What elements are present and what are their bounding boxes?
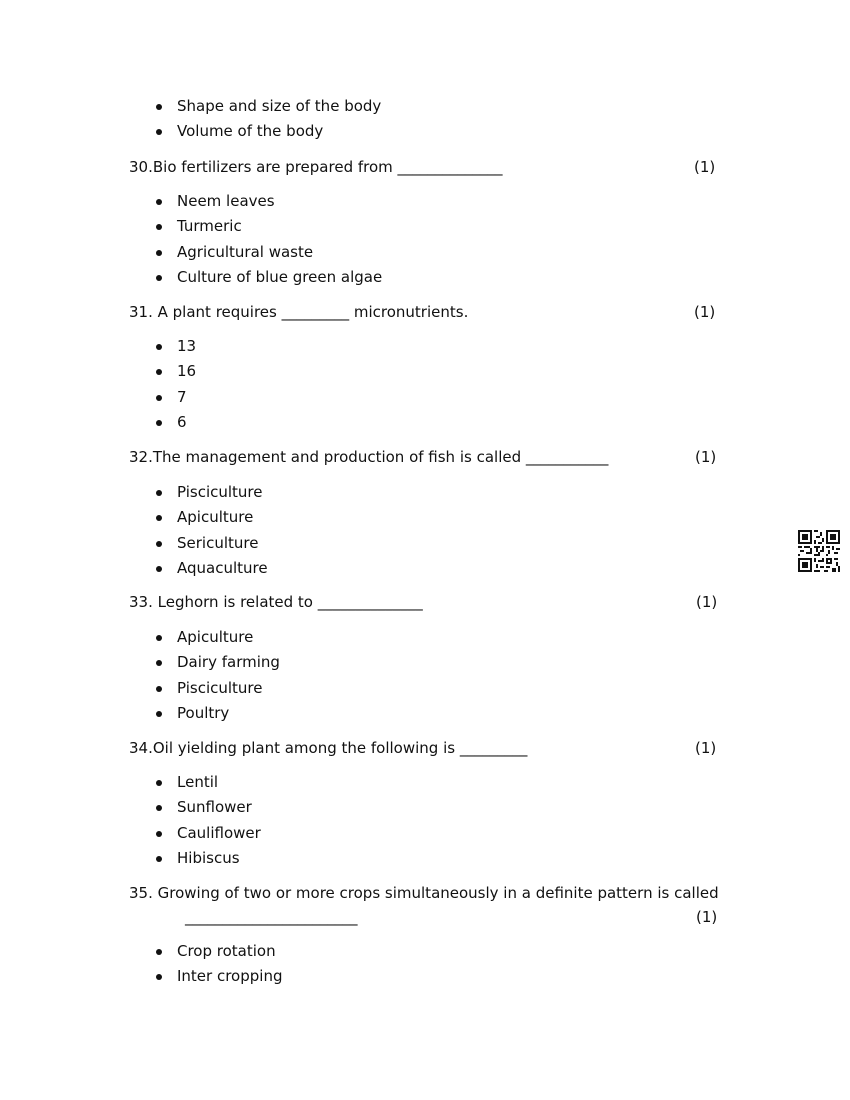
option-item: 6 bbox=[155, 412, 196, 437]
option-item: Inter cropping bbox=[155, 966, 282, 991]
option-item: Agricultural waste bbox=[155, 242, 382, 267]
question-35-marks: (1) bbox=[696, 908, 718, 926]
question-35-text: 35. Growing of two or more crops simultaneously in a definite pattern is called bbox=[129, 884, 719, 902]
option-item: Aquaculture bbox=[155, 558, 268, 583]
question-32-marks: (1) bbox=[695, 448, 717, 466]
question-34-marks: (1) bbox=[695, 739, 717, 757]
option-item: Culture of blue green algae bbox=[155, 267, 382, 292]
options-list-33 bbox=[155, 627, 280, 728]
options-list-30 bbox=[155, 191, 382, 292]
options-list-31 bbox=[155, 336, 196, 437]
option-item: Pisciculture bbox=[155, 678, 280, 703]
question-31-text: 31. A plant requires _________ micronutrients. bbox=[129, 303, 469, 321]
option-item: Poultry bbox=[155, 703, 280, 728]
options-list-32 bbox=[155, 482, 268, 583]
qr-code-icon bbox=[798, 530, 840, 572]
option-item: Turmeric bbox=[155, 216, 382, 241]
option-item: 7 bbox=[155, 387, 196, 412]
option-item: Sunflower bbox=[155, 797, 261, 822]
option-item: 16 bbox=[155, 361, 196, 386]
option-item: Crop rotation bbox=[155, 941, 282, 966]
question-32-text: 32.The management and production of fish is called ___________ bbox=[129, 448, 609, 466]
option-item: Cauliflower bbox=[155, 823, 261, 848]
question-34-text: 34.Oil yielding plant among the following is _________ bbox=[129, 739, 528, 757]
options-list-29 bbox=[155, 96, 381, 147]
question-30-marks: (1) bbox=[694, 158, 716, 176]
option-item: Shape and size of the body bbox=[155, 96, 381, 121]
question-30-text: 30.Bio fertilizers are prepared from ______________ bbox=[129, 158, 503, 176]
option-item: Pisciculture bbox=[155, 482, 268, 507]
question-33-marks: (1) bbox=[696, 593, 718, 611]
option-item: Apiculture bbox=[155, 507, 268, 532]
option-item: Lentil bbox=[155, 772, 261, 797]
option-item: Volume of the body bbox=[155, 121, 381, 146]
options-list-35 bbox=[155, 941, 282, 992]
option-item: 13 bbox=[155, 336, 196, 361]
question-33-text: 33. Leghorn is related to ______________ bbox=[129, 593, 423, 611]
options-list-34 bbox=[155, 772, 261, 873]
option-item: Hibiscus bbox=[155, 848, 261, 873]
question-31-marks: (1) bbox=[694, 303, 716, 321]
option-item: Neem leaves bbox=[155, 191, 382, 216]
option-item: Apiculture bbox=[155, 627, 280, 652]
question-35-blank: _______________________ bbox=[185, 908, 358, 926]
option-item: Dairy farming bbox=[155, 652, 280, 677]
option-item: Sericulture bbox=[155, 533, 268, 558]
